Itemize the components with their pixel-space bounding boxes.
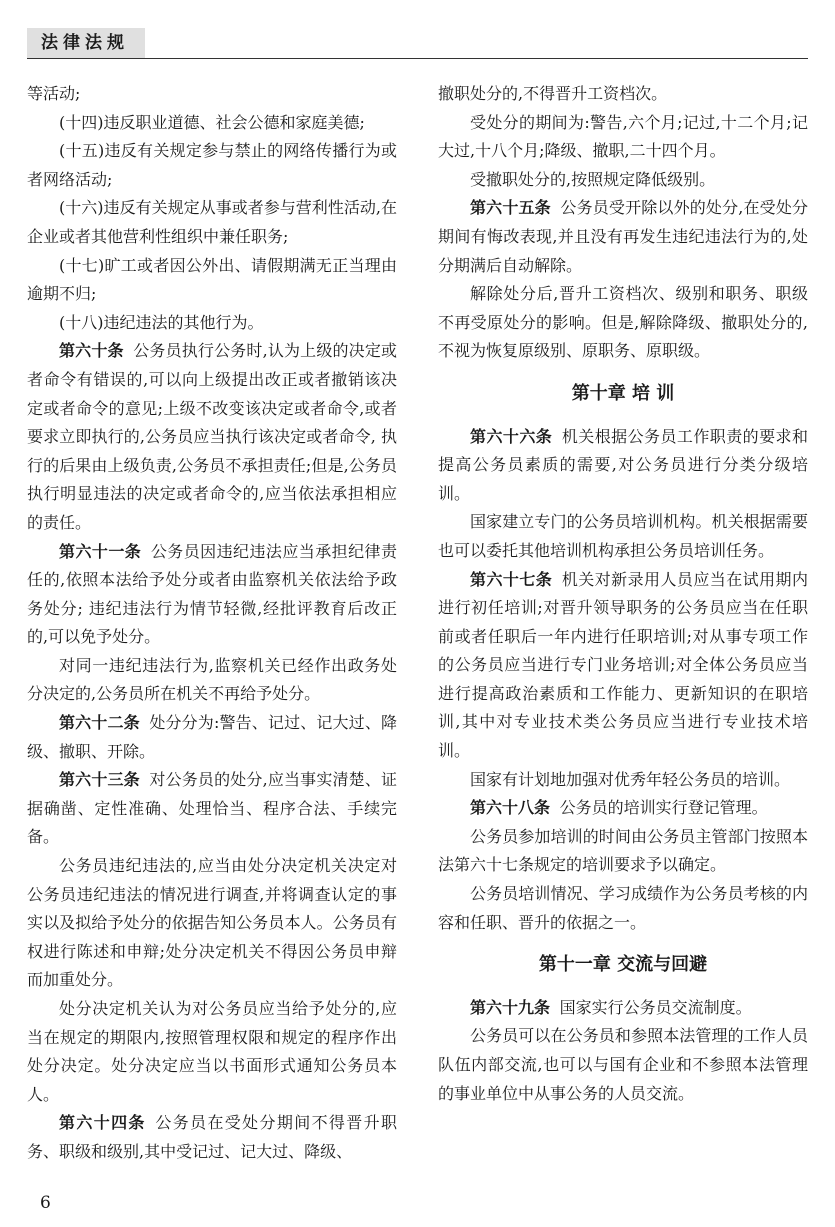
paragraph: (十七)旷工或者因公外出、请假期满无正当理由逾期不归; [27, 255, 397, 304]
article-label: 第六十二条 [59, 713, 140, 733]
article-68 [438, 794, 808, 823]
article-label: 第六十八条 [470, 798, 551, 818]
article-text: 国家实行公务员交流制度。 [559, 997, 752, 1017]
article-label: 第六十七条 [470, 569, 553, 589]
article-label: 第六十三条 [59, 770, 140, 790]
article-text: 机关对新录用人员应当在试用期内进行初任培训;对晋升领导职务的公务员应当在任职前或者任职后一年内进行任职培训;对从事专项工作的公务员应当进行专门业务培训;对全体公务员应当进行提高政治素质和工作能力、更新知识的在职培训,其中对专业技术类公务员应当进行专业技术培训。 [438, 569, 808, 761]
paragraph: (十四)违反职业道德、社会公德和家庭美德; [59, 112, 365, 132]
article-60 [27, 337, 397, 537]
article-text: 公务员因违纪违法应当承担纪律责任的,依照本法给予处分或者由监察机关依法给予政务处分; 违纪违法行为情节轻微,经批评教育后改正的,可以免予处分。 [27, 541, 397, 647]
article-61 [27, 538, 397, 652]
article-67 [438, 566, 808, 766]
article-label: 第六十四条 [59, 1113, 146, 1133]
article-64 [27, 1109, 397, 1166]
paragraph: 公务员培训情况、学习成绩作为公务员考核的内容和任职、晋升的依据之一。 [438, 884, 808, 932]
article-label: 第六十五条 [470, 198, 551, 218]
article-text: 公务员在受处分期间不得晋升职务、职级和级别,其中受记过、记大过、降级、 [27, 1113, 397, 1161]
article-label: 第六十一条 [59, 541, 142, 561]
paragraph: (十六)违反有关规定从事或者参与营利性活动,在企业或者其他营利性组织中兼任职务; [27, 198, 397, 246]
chapter-heading: 第十章 培 训 [571, 382, 675, 404]
paragraph: 撤职处分的,不得晋升工资档次。 [438, 84, 668, 103]
article-text: 对公务员的处分,应当事实清楚、证据确凿、定性准确、处理恰当、程序合法、手续完备。 [27, 770, 397, 847]
paragraph: 受处分的期间为:警告,六个月;记过,十二个月;记大过,十八个月;降级、撤职,二十四个月。 [438, 112, 808, 161]
paragraph: 对同一违纪违法行为,监察机关已经作出政务处分决定的,公务员所在机关不再给予处分。 [27, 655, 397, 704]
paragraph: 公务员违纪违法的,应当由处分决定机关决定对公务员违纪违法的情况进行调查,并将调查认定的事实以及拟给予处分的依据告知公务员本人。公务员有权进行陈述和申辩;处分决定机关不得因公务员申辩而加重处分。 [27, 856, 397, 990]
paragraph: 解除处分后,晋升工资档次、级别和职务、职级不再受原处分的影响。但是,解除降级、撤职处分的,不视为恢复原级别、原职务、原职级。 [438, 284, 808, 361]
chapter-heading: 第十一章 交流与回避 [538, 954, 708, 976]
article-66 [438, 423, 808, 509]
article-69 [438, 994, 808, 1023]
paragraph: (十八)违纪违法的其他行为。 [59, 312, 264, 332]
paragraph: 国家建立专门的公务员培训机构。机关根据需要也可以委托其他培训机构承担公务员培训任务。 [438, 512, 808, 560]
right-column [438, 80, 808, 1108]
section-title: 法律法规 [27, 28, 145, 58]
left-column [27, 80, 397, 1167]
article-text: 公务员执行公务时,认为上级的决定或者命令有错误的,可以向上级提出改正或者撤销该决定或者命令的意见;上级不改变该决定或者命令,或者要求立即执行的,公务员应当执行该决定或者命令, 执行的后果由上级负责,公务员不承担责任;但是,公务员执行明显违法的决定或者命令的,应当依法承担相应的责任。 [27, 341, 397, 532]
paragraph: 公务员可以在公务员和参照本法管理的工作人员队伍内部交流,也可以与国有企业和不参照本法管理的事业单位中从事公务的人员交流。 [438, 1026, 808, 1103]
article-text: 机关根据公务员工作职责的要求和提高公务员素质的需要,对公务员进行分类分级培训。 [438, 426, 808, 503]
article-text: 公务员受开除以外的处分,在受处分期间有悔改表现,并且没有再发生违纪违法行为的,处分期满后自动解除。 [438, 198, 808, 275]
article-63 [27, 766, 397, 852]
article-62 [27, 709, 397, 766]
paragraph: 处分决定机关认为对公务员应当给予处分的,应当在规定的期限内,按照管理权限和规定的程序作出处分决定。处分决定应当以书面形式通知公务员本人。 [27, 999, 397, 1104]
article-text: 公务员的培训实行登记管理。 [559, 798, 768, 818]
paragraph: 公务员参加培训的时间由公务员主管部门按照本法第六十七条规定的培训要求予以确定。 [438, 826, 808, 875]
page-number: 6 [40, 1193, 51, 1213]
article-65 [438, 194, 808, 280]
paragraph: 受撤职处分的,按照规定降低级别。 [470, 169, 716, 189]
article-label: 第六十六条 [470, 426, 553, 446]
article-label: 第六十条 [59, 341, 124, 361]
page-header [27, 28, 808, 59]
article-label: 第六十九条 [470, 997, 551, 1017]
paragraph: 国家有计划地加强对优秀年轻公务员的培训。 [470, 769, 791, 789]
paragraph: 等活动; [27, 84, 81, 103]
article-text: 处分分为:警告、记过、记大过、降级、撤职、开除。 [27, 713, 397, 761]
paragraph: (十五)违反有关规定参与禁止的网络传播行为或者网络活动; [27, 141, 397, 189]
